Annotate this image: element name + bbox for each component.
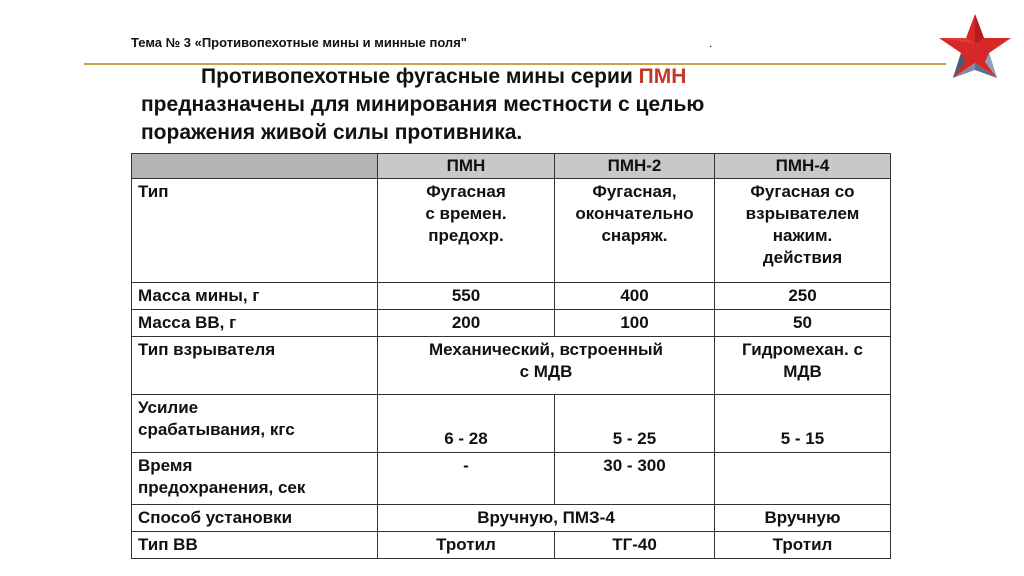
- row-label: Масса мины, г: [132, 283, 378, 310]
- table-row: [132, 179, 891, 283]
- intro-line-3: поражения живой силы противника.: [141, 121, 523, 144]
- cell: 550: [378, 283, 555, 310]
- cell: 30 - 300: [555, 453, 715, 505]
- table-row: [132, 505, 891, 532]
- row-label: Тип взрывателя: [132, 337, 378, 395]
- header-pmn2: ПМН-2: [555, 154, 715, 179]
- cell: Тротил: [715, 532, 891, 559]
- topic-title: Тема № 3 «Противопехотные мины и минные поля": [131, 35, 467, 50]
- header-dot: .: [709, 36, 713, 50]
- cell: Гидромехан. с МДВ: [715, 337, 891, 395]
- cell: Фугасная, окончательно снаряж.: [555, 179, 715, 283]
- cell: -: [378, 453, 555, 505]
- header-pmn4: ПМН-4: [715, 154, 891, 179]
- cell: 50: [715, 310, 891, 337]
- cell: Тротил: [378, 532, 555, 559]
- cell: Фугасная со взрывателем нажим. действия: [715, 179, 891, 283]
- cell: [715, 453, 891, 505]
- header-pmn: ПМН: [378, 154, 555, 179]
- table-row: [132, 283, 891, 310]
- table-row: [132, 453, 891, 505]
- cell-merged: Вручную, ПМЗ-4: [378, 505, 715, 532]
- cell-merged: Механический, встроенный с МДВ: [378, 337, 715, 395]
- cell: 100: [555, 310, 715, 337]
- intro-line-2: предназначены для минирования местности с целью: [141, 93, 705, 116]
- cell: 400: [555, 283, 715, 310]
- table-header-row: [132, 154, 891, 179]
- row-label: Время предохранения, сек: [132, 453, 378, 505]
- row-label: Способ установки: [132, 505, 378, 532]
- cell: ТГ-40: [555, 532, 715, 559]
- header-blank-cell: [132, 154, 378, 179]
- table-row: [132, 337, 891, 395]
- cell: 6 - 28: [378, 395, 555, 453]
- row-label: Усилие срабатывания, кгс: [132, 395, 378, 453]
- cell: 250: [715, 283, 891, 310]
- table-row: [132, 310, 891, 337]
- intro-line-1: Противопехотные фугасные мины серии ПМН: [201, 65, 687, 88]
- cell: 200: [378, 310, 555, 337]
- red-star-logo: [935, 12, 1015, 80]
- cell: Фугасная с времен. предохр.: [378, 179, 555, 283]
- intro-paragraph: [141, 63, 874, 147]
- cell: 5 - 25: [555, 395, 715, 453]
- cell: Вручную: [715, 505, 891, 532]
- row-label: Тип: [132, 179, 378, 283]
- series-highlight: ПМН: [638, 65, 687, 88]
- row-label: Тип ВВ: [132, 532, 378, 559]
- row-label: Масса ВВ, г: [132, 310, 378, 337]
- mine-spec-table: [131, 153, 891, 559]
- table-row: [132, 532, 891, 559]
- table-row: [132, 395, 891, 453]
- cell: 5 - 15: [715, 395, 891, 453]
